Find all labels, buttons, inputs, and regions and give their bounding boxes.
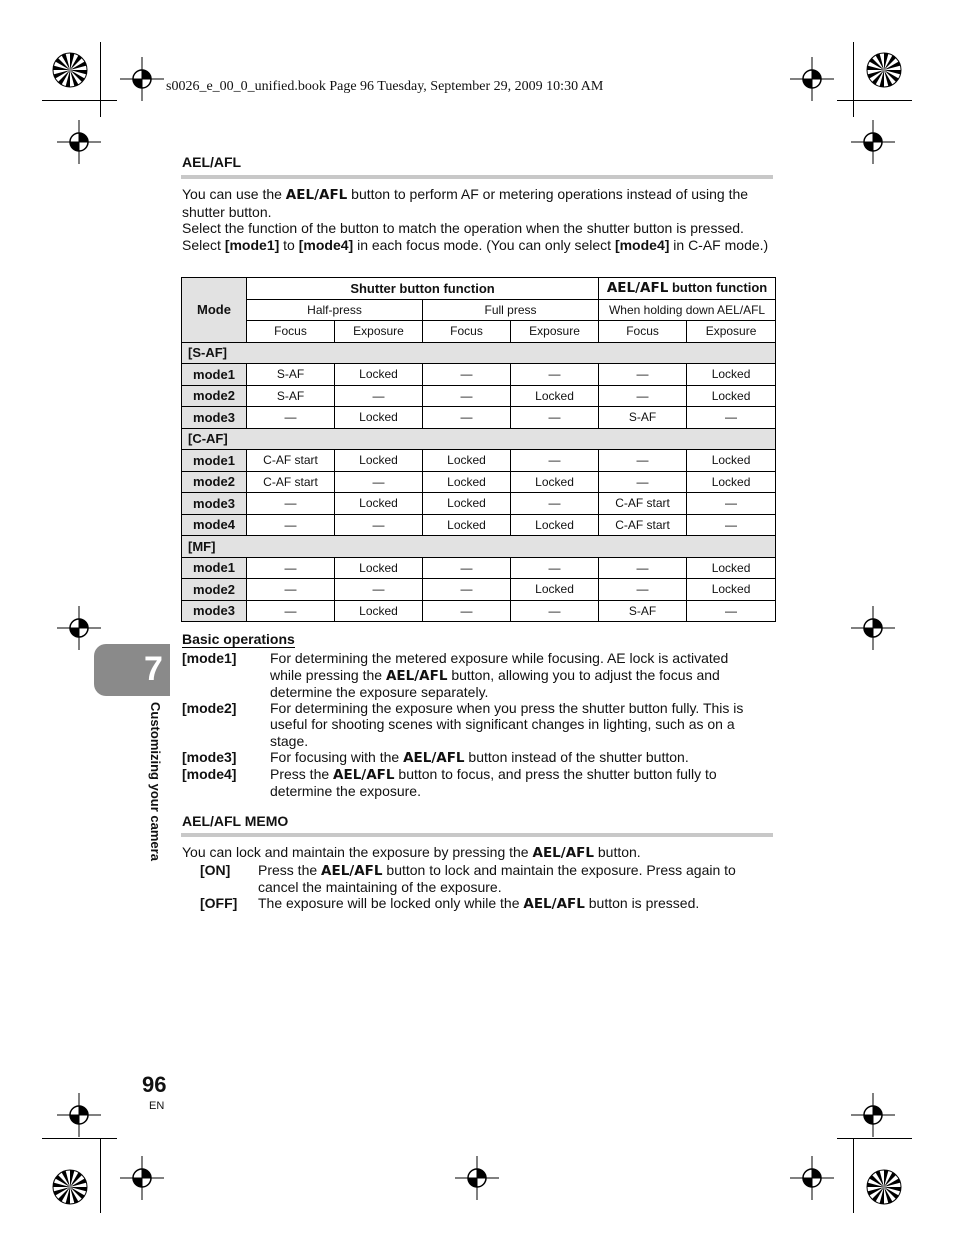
value-cell: —: [511, 450, 599, 472]
value-cell: Locked: [423, 450, 511, 472]
value-cell: —: [335, 579, 423, 601]
value-cell: —: [247, 493, 335, 515]
print-header: s0026_e_00_0_unified.book Page 96 Tuesday, September 29, 2009 10:30 AM: [166, 79, 604, 94]
value-cell: —: [423, 407, 511, 429]
value-cell: C-AF start: [247, 450, 335, 472]
value-cell: S-AF: [247, 364, 335, 386]
value-cell: Locked: [687, 385, 776, 407]
table-row: [182, 385, 776, 407]
chapter-tab: 7: [94, 644, 170, 696]
table-row: [182, 471, 776, 493]
group-row: [182, 428, 776, 450]
value-cell: —: [511, 364, 599, 386]
value-cell: —: [423, 364, 511, 386]
value-cell: —: [599, 364, 687, 386]
value-cell: Locked: [423, 493, 511, 515]
value-cell: —: [687, 493, 776, 515]
mode-cell: mode3: [182, 493, 247, 515]
value-cell: C-AF start: [599, 514, 687, 536]
value-cell: Locked: [687, 450, 776, 472]
chapter-title-vertical: Customizing your camera: [148, 702, 163, 861]
table-row: [182, 450, 776, 472]
mode-table: [181, 277, 776, 622]
value-cell: —: [423, 557, 511, 579]
ael-afl-button-label: AEL/AFL: [285, 187, 348, 203]
group-label: [MF]: [182, 536, 776, 558]
section-rule: [181, 833, 773, 837]
value-cell: —: [423, 579, 511, 601]
focus-header: Focus: [599, 321, 687, 343]
value-cell: Locked: [511, 514, 599, 536]
section-title: AEL/AFL MEMO: [182, 813, 289, 829]
value-cell: —: [335, 385, 423, 407]
mode-cell: mode3: [182, 407, 247, 429]
value-cell: C-AF start: [247, 471, 335, 493]
group-row: [182, 342, 776, 364]
half-press-header: Half-press: [247, 299, 423, 321]
mode-cell: mode1: [182, 450, 247, 472]
table-row: [182, 364, 776, 386]
group-label: [C-AF]: [182, 428, 776, 450]
table-row: [182, 407, 776, 429]
table-row: [182, 600, 776, 622]
table-row: [182, 493, 776, 515]
value-cell: —: [335, 471, 423, 493]
mode-cell: mode1: [182, 364, 247, 386]
value-cell: —: [511, 407, 599, 429]
mode-cell: mode2: [182, 385, 247, 407]
mode-cell: mode1: [182, 557, 247, 579]
section-rule: [181, 175, 773, 179]
value-cell: —: [335, 514, 423, 536]
value-cell: Locked: [335, 364, 423, 386]
full-press-header: Full press: [423, 299, 599, 321]
ael-header: AEL/AFL button function: [599, 278, 776, 300]
value-cell: —: [687, 514, 776, 536]
value-cell: Locked: [687, 579, 776, 601]
memo-text: You can lock and maintain the exposure by pressing the AEL/AFL button. [ON] Press the AEL/AFL button to lock and maintain the exposure. Press again to cancel the maintaining of the exposure. [OFF] The exposure will be locked only while the AEL/AFL button is pressed.: [182, 844, 736, 912]
value-cell: —: [599, 579, 687, 601]
value-cell: S-AF: [247, 385, 335, 407]
mode-cell: mode4: [182, 514, 247, 536]
basic-operations: [mode1] For determining the metered exposure while focusing. AE lock is activated while pressing the AEL/AFL button, allowing you to adjust the focus and determine the exposure separately. [mode2] For determining the exposure when you press the shutter button fully. This is useful for shooting scenes with significant changes in lighting, such as on a stage. [mode3] For focusing with the AEL/AFL button instead of the shutter button. [mode4] Press the AEL/AFL button to focus, and press the shutter button fully to determine the exposure.: [182, 650, 744, 799]
group-label: [S-AF]: [182, 342, 776, 364]
focus-header: Focus: [423, 321, 511, 343]
value-cell: —: [599, 471, 687, 493]
value-cell: —: [599, 450, 687, 472]
mode-cell: mode2: [182, 579, 247, 601]
exposure-header: Exposure: [511, 321, 599, 343]
value-cell: Locked: [687, 557, 776, 579]
value-cell: S-AF: [599, 407, 687, 429]
value-cell: Locked: [687, 364, 776, 386]
mode-cell: mode3: [182, 600, 247, 622]
table-row: [182, 557, 776, 579]
value-cell: —: [511, 600, 599, 622]
value-cell: Locked: [335, 557, 423, 579]
value-cell: —: [247, 407, 335, 429]
exposure-header: Exposure: [335, 321, 423, 343]
basic-operations-title: Basic operations: [182, 631, 295, 647]
value-cell: —: [247, 514, 335, 536]
holding-header: When holding down AEL/AFL: [599, 299, 776, 321]
value-cell: —: [599, 557, 687, 579]
value-cell: Locked: [423, 471, 511, 493]
value-cell: —: [599, 385, 687, 407]
value-cell: C-AF start: [599, 493, 687, 515]
value-cell: —: [511, 493, 599, 515]
table-row: [182, 514, 776, 536]
value-cell: Locked: [335, 407, 423, 429]
value-cell: Locked: [335, 600, 423, 622]
value-cell: Locked: [511, 385, 599, 407]
value-cell: Locked: [423, 514, 511, 536]
value-cell: —: [247, 579, 335, 601]
section-intro: You can use the AEL/AFL button to perform AF or metering operations instead of using the shutter button. Select the function of the button to match the operation when the shutter button is pressed. Select [mode1] to [mode4] in each focus mode. (You can only select [mode4] in C-AF mode.): [182, 186, 769, 253]
page-number: 96: [142, 1072, 167, 1097]
value-cell: Locked: [335, 493, 423, 515]
language-code: EN: [149, 1100, 165, 1112]
group-row: [182, 536, 776, 558]
value-cell: Locked: [511, 471, 599, 493]
value-cell: —: [687, 407, 776, 429]
value-cell: —: [423, 385, 511, 407]
value-cell: Locked: [687, 471, 776, 493]
value-cell: —: [423, 600, 511, 622]
section-title: AEL/AFL: [182, 154, 242, 170]
focus-header: Focus: [247, 321, 335, 343]
exposure-header: Exposure: [687, 321, 776, 343]
value-cell: Locked: [335, 450, 423, 472]
shutter-header: Shutter button function: [247, 278, 599, 300]
value-cell: S-AF: [599, 600, 687, 622]
value-cell: Locked: [511, 579, 599, 601]
value-cell: —: [687, 600, 776, 622]
value-cell: —: [247, 600, 335, 622]
table-row: [182, 579, 776, 601]
value-cell: —: [511, 557, 599, 579]
mode-cell: mode2: [182, 471, 247, 493]
mode-header: Mode: [182, 278, 247, 343]
value-cell: —: [247, 557, 335, 579]
